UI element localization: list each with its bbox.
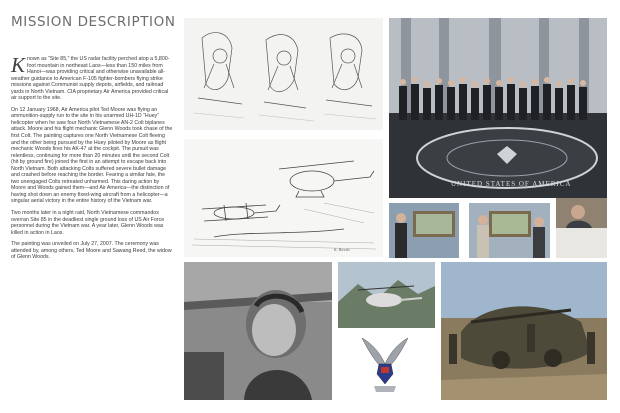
mission-text-column [11,53,173,266]
pilot-sketches-image [184,18,383,130]
page-title: MISSION DESCRIPTION [11,14,176,30]
drop-cap: K [11,53,26,77]
paragraph-2: On 12 January 1968, Air America pilot Ted Moore was flying an ammunition-supply run to the site in his unarmed UH-1D “Huey” helicopter when he saw four North Vietnamese AN-2 Colt biplanes attack. Moore and his flight mechanic Glenn Woods took chase of the first Colt. The painting captures one North Vietnamese Colt fleeing and the other being pursued by the Huey piloted by Moore as flight mechanic Woods fires his AK-47 at the cockpit. The pursuit was relentless, continuing for more than 20 minutes until the second Colt (hit by ground fire) joined the first in an attempt to escape back into North Vietnam. Both attacking Colts suffered severe bullet damage and crashed before reaching the border. Fearing a similar fate, the two unengaged Colts retreated unharmed. This daring action by Moore and Woods gained them—and Air America—the distinction of having shot down an enemy fixed-wing aircraft from a helicopter—a singular aerial victory in the entire history of the Vietnam war. [11,106,173,205]
air-america-wings-logo [360,334,410,400]
helicopter-wreck-photo [441,262,607,400]
painting-unveiling-photo-1 [389,203,459,258]
helicopter-photo [338,262,435,328]
pilot-portrait-photo [184,262,332,400]
paragraph-1: Known as “Site 85,” the US radar facility perched atop a 5,800-foot mountain in northeast Laos—less than 150 miles from Hanoi—was providing critical and otherwise unavailable all-weather guidance to American F-105 fighter-bombers flying strike missions against Communist supply depots, airfields, and railroad yards in North Vietnam. CIA proprietary Air America provided critical air support to the site. [11,53,170,102]
seal-inscription: UNITED STATES OF AMERICA [451,180,572,188]
group-photo-seal-floor [389,18,607,198]
painting-unveiling-photo-2 [469,203,550,258]
sketch-signature: K. Brooks [334,247,350,252]
signing-photo [556,198,607,258]
paragraph-3: Two months later in a night raid, North Vietnamese commandos overran Site 85 in the deadliest single ground loss of US Air Force personnel during the Vietnam war. A year later, Glenn Woods was killed in action in Laos. [11,210,165,236]
paragraph-4: The painting was unveiled on July 27, 2007. The ceremony was attended by, among others, Ted Moore and Sawang Reed, the widow of Glenn Woods. [11,241,172,261]
helicopter-chase-sketch [184,139,383,257]
